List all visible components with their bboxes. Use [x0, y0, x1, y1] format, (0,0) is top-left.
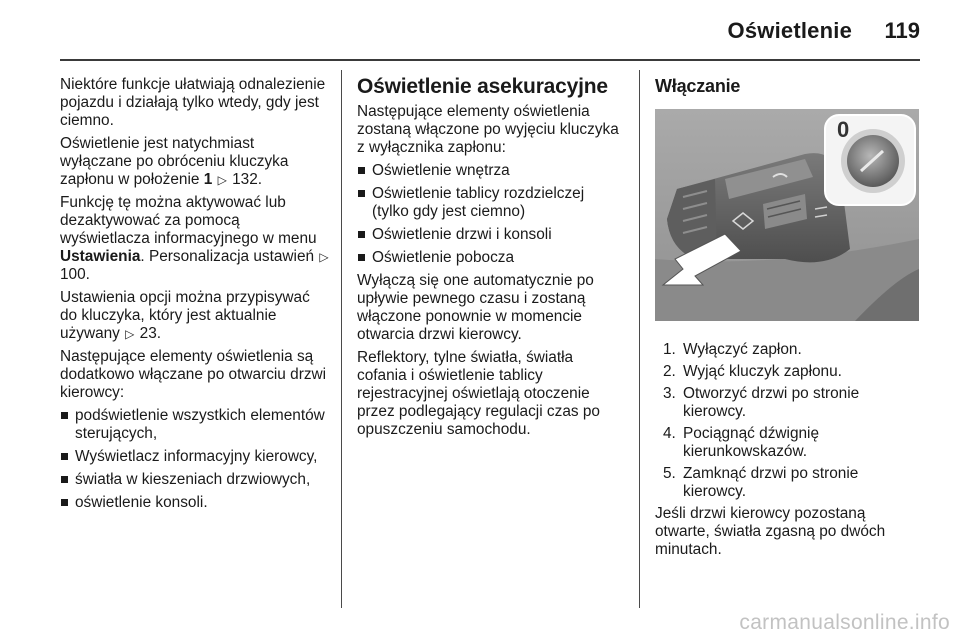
list-item: 3. Otworzyć drzwi po stronie kierowcy.	[663, 385, 860, 420]
page-title: Oświetlenie	[727, 18, 852, 43]
section-heading: Oświetlenie asekuracyjne	[357, 75, 608, 98]
column-right	[655, 76, 923, 564]
list-item: podświetlenie wszystkich elementów sterujących,	[60, 407, 330, 443]
paragraph: Reflektory, tylne światła, światła cofania i oświetlenie tablicy rejestracyjnej oświetlają otoczenie przez podlegający regulacji czas po opuszczeniu samochodu.	[357, 349, 600, 438]
step-list	[655, 341, 923, 501]
paragraph: Funkcję tę można aktywować lub dezaktywować za pomocą wyświetlacza informacyjnego w menu Ustawienia. Personalizacja ustawień ▷ 100.	[60, 194, 329, 283]
list-item: Oświetlenie wnętrza	[357, 162, 622, 180]
list-item: Oświetlenie tablicy rozdzielczej (tylko gdy jest ciemno)	[357, 185, 622, 221]
list-item: oświetlenie konsoli.	[60, 494, 330, 512]
paragraph: Jeśli drzwi kierowcy pozostaną otwarte, światła zgasną po dwóch minutach.	[655, 505, 886, 558]
page-reference-arrow-icon: ▷	[217, 173, 227, 187]
list-item: światła w kieszeniach drzwiowych,	[60, 471, 330, 489]
column-middle	[357, 76, 622, 444]
column-divider	[341, 70, 342, 608]
list-item: 1. Wyłączyć zapłon.	[663, 341, 802, 358]
turn-signal-lever-figure	[655, 109, 919, 321]
paragraph: Następujące elementy oświetlenia zostaną włączone po wyjęciu kluczyka z wyłącznika zapłonu:	[357, 103, 619, 156]
list-item: Oświetlenie pobocza	[357, 249, 622, 267]
list-item: Oświetlenie drzwi i konsoli	[357, 226, 622, 244]
list-item: 2. Wyjąć kluczyk zapłonu.	[663, 363, 842, 380]
header-rule	[60, 59, 920, 61]
watermark: carmanualsonline.info	[739, 611, 950, 634]
paragraph: Niektóre funkcje ułatwiają odnalezienie pojazdu i działają tylko wtedy, gdy jest ciemno.	[60, 76, 326, 129]
bullet-list	[60, 407, 330, 512]
paragraph: Następujące elementy oświetlenia są dodatkowo włączane po otwarciu drzwi kierowcy:	[60, 348, 327, 401]
column-divider	[639, 70, 640, 608]
page-reference-arrow-icon: ▷	[319, 250, 329, 264]
list-item: 4. Pociągnąć dźwignię kierunkowskazów.	[663, 425, 820, 460]
page-reference[interactable]: 132.	[232, 171, 263, 188]
page-number: 119	[884, 18, 920, 43]
page-reference[interactable]: 100.	[60, 266, 90, 283]
position-label: 0	[837, 117, 850, 142]
bullet-list	[357, 162, 622, 267]
paragraph: Oświetlenie jest natychmiast wyłączane po obróceniu kluczyka zapłonu w położenie 1 ▷ 132.	[60, 135, 289, 188]
paragraph: Ustawienia opcji można przypisywać do kluczyka, który jest aktualnie używany ▷ 23.	[60, 289, 310, 342]
page-reference-arrow-icon: ▷	[125, 327, 135, 341]
column-left	[60, 76, 330, 517]
list-item: 5. Zamknąć drzwi po stronie kierowcy.	[663, 465, 859, 500]
list-item: Wyświetlacz informacyjny kierowcy,	[60, 448, 330, 466]
paragraph: Wyłączą się one automatycznie po upływie pewnego czasu i zostaną włączone ponownie w momencie otwarcia drzwi kierowcy.	[357, 272, 594, 343]
page-reference[interactable]: 23.	[139, 325, 162, 342]
section-heading: Włączanie	[655, 76, 741, 96]
